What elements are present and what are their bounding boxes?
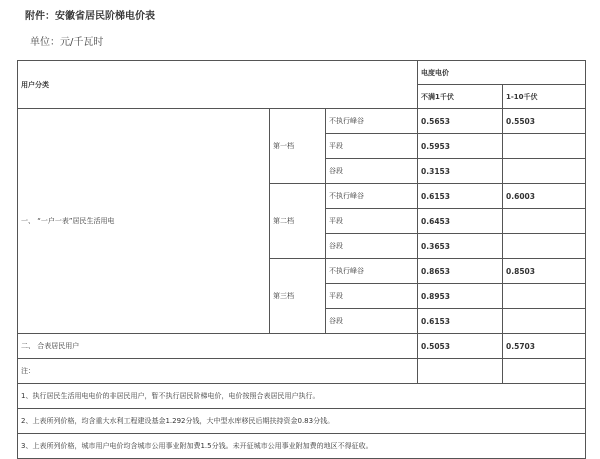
note-row [18,409,586,434]
period-label: 不执行峰谷 [326,184,418,209]
table-header-row [18,61,586,85]
price-1-10kv [503,134,586,159]
empty-cell [418,359,503,384]
header-price-group: 电度电价 [418,61,586,85]
tier-name: 第一档 [270,109,326,184]
single-meter-label: 一、 “一户一表”居民生活用电 [18,109,270,334]
price-under-1kv: 0.5053 [418,334,503,359]
price-1-10kv: 0.6003 [503,184,586,209]
tier-name: 第二档 [270,184,326,259]
header-under-1kv: 不满1千伏 [418,85,503,109]
price-1-10kv [503,309,586,334]
price-under-1kv: 0.8653 [418,259,503,284]
price-1-10kv: 0.5503 [503,109,586,134]
header-category: 用户分类 [18,61,418,109]
period-label: 谷段 [326,234,418,259]
note-text: 3、上表所列价格，城市用户电价均含城市公用事业附加费1.5分钱。未开征城市公用事业附加费的地区不得征收。 [18,434,586,459]
combined-meter-label: 二、 合表居民用户 [18,334,418,359]
price-under-1kv: 0.6153 [418,309,503,334]
note-text: 1、执行居民生活用电电价的非居民用户，暂不执行居民阶梯电价，电价按照合表居民用户执行。 [18,384,586,409]
period-label: 平段 [326,134,418,159]
price-1-10kv: 0.8503 [503,259,586,284]
price-1-10kv [503,209,586,234]
note-text: 2、上表所列价格，均含重大水利工程建设基金1.292分钱，大中型水库移民后期扶持资金0.83分钱。 [18,409,586,434]
note-row [18,434,586,459]
price-under-1kv: 0.3153 [418,159,503,184]
price-under-1kv: 0.6153 [418,184,503,209]
note-row [18,384,586,409]
price-table [17,60,586,459]
price-1-10kv [503,284,586,309]
table-row [18,334,586,359]
price-under-1kv: 0.5653 [418,109,503,134]
period-label: 不执行峰谷 [326,259,418,284]
price-under-1kv: 0.6453 [418,209,503,234]
period-label: 平段 [326,209,418,234]
table-row [18,109,586,134]
price-1-10kv [503,234,586,259]
period-label: 平段 [326,284,418,309]
price-1-10kv: 0.5703 [503,334,586,359]
price-1-10kv [503,159,586,184]
empty-cell [503,359,586,384]
period-label: 谷段 [326,309,418,334]
period-label: 不执行峰谷 [326,109,418,134]
price-under-1kv: 0.8953 [418,284,503,309]
notes-label: 注： [18,359,418,384]
price-under-1kv: 0.3653 [418,234,503,259]
tier-name: 第三档 [270,259,326,334]
header-1-10kv: 1-10千伏 [503,85,586,109]
period-label: 谷段 [326,159,418,184]
document-title: 附件：安徽省居民阶梯电价表 [25,11,155,22]
unit-label: 单位：元/千瓦时 [30,37,104,48]
price-under-1kv: 0.5953 [418,134,503,159]
notes-label-row [18,359,586,384]
